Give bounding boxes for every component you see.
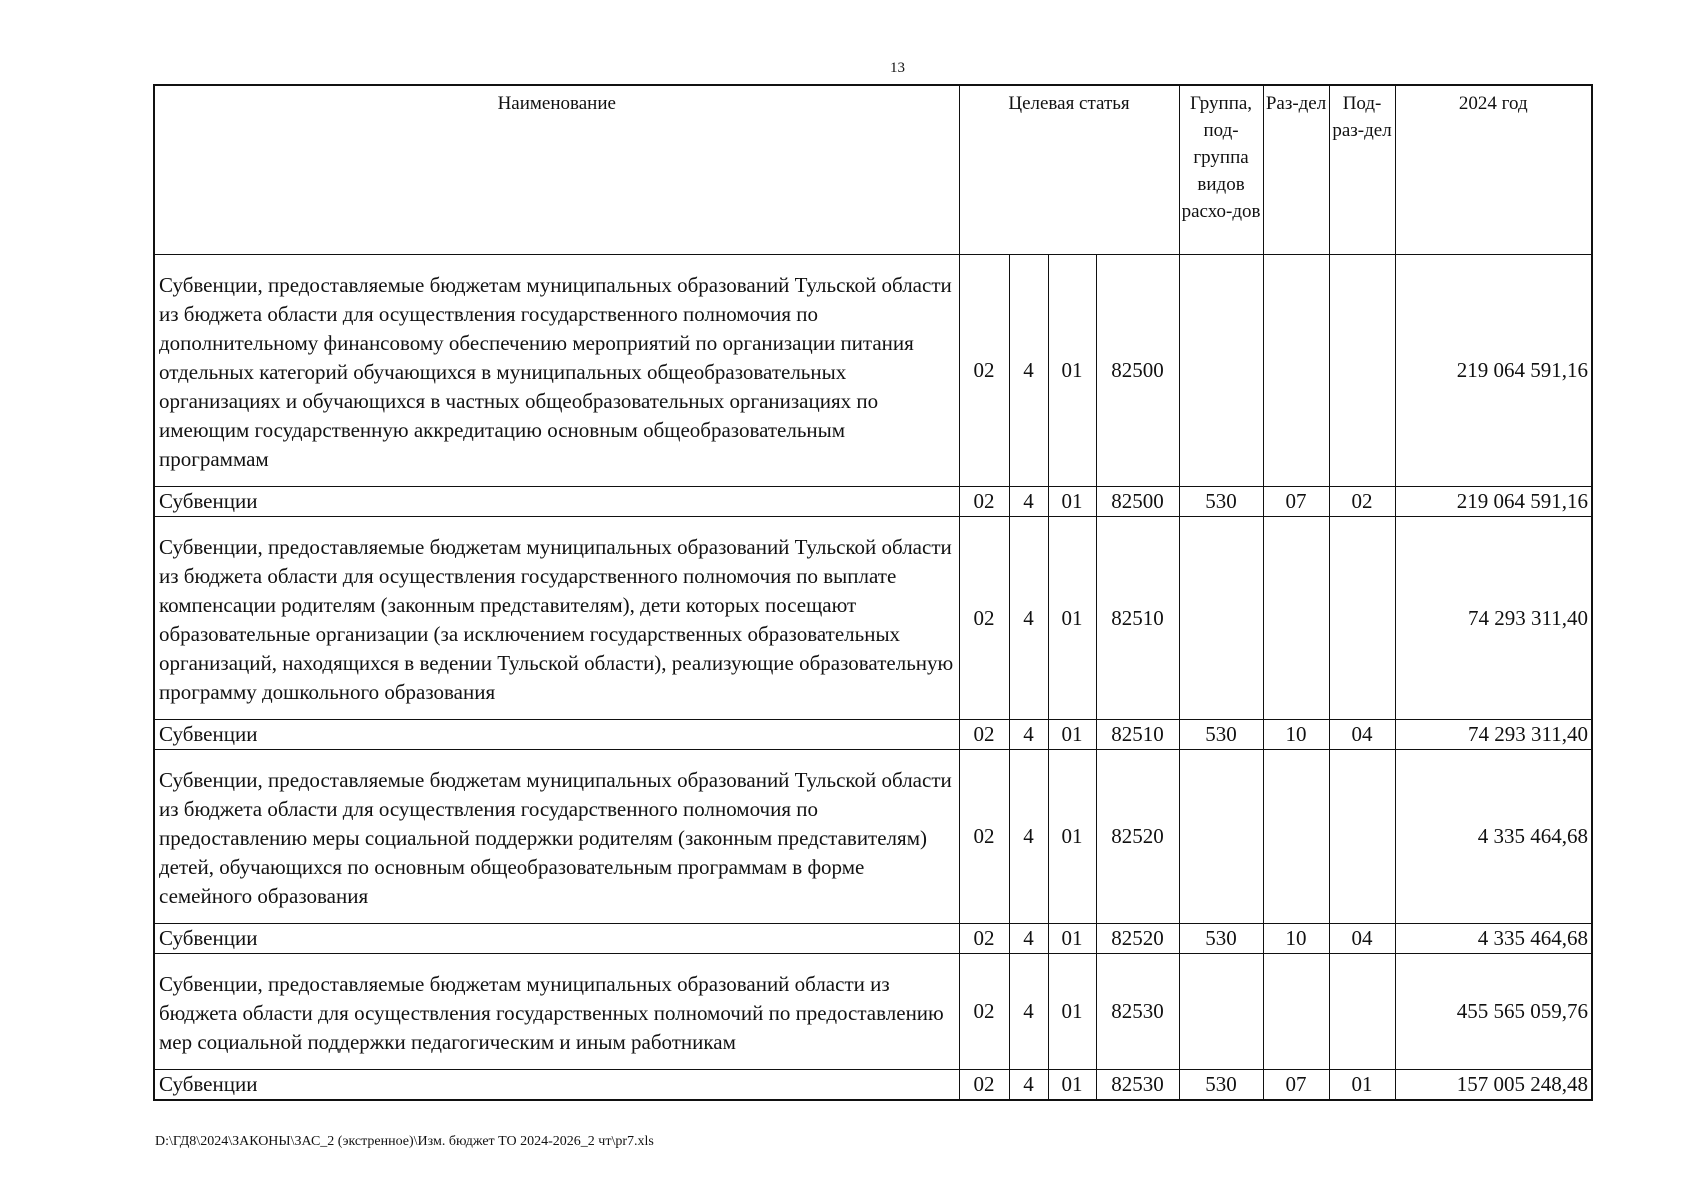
table-row (154, 487, 1592, 517)
row-name: Субвенции, предоставляемые бюджетам муниципальных образований Тульской области из бюджета области для осуществления государственного полномочия по выплате компенсации родителям (законным представителям), дети которых посещают образовательные организации (за исключением государственных образовательных организаций, находящихся в ведении Тульской области), реализующие образовательную программу дошкольного образования (154, 517, 959, 720)
row-expense-group: 530 (1179, 1070, 1263, 1101)
table-row (154, 1070, 1592, 1101)
row-name: Субвенции, предоставляемые бюджетам муниципальных образований области из бюджета области для осуществления государственных полномочий по предоставлению мер социальной поддержки педагогическим и иным работникам (154, 954, 959, 1070)
row-expense-group (1179, 750, 1263, 924)
row-subsection (1329, 750, 1395, 924)
row-expense-group: 530 (1179, 487, 1263, 517)
row-subsection: 04 (1329, 924, 1395, 954)
row-amount: 74 293 311,40 (1395, 517, 1592, 720)
row-code-direction: 82510 (1096, 720, 1179, 750)
row-code-direction: 82530 (1096, 1070, 1179, 1101)
row-code-direction: 82510 (1096, 517, 1179, 720)
row-amount: 455 565 059,76 (1395, 954, 1592, 1070)
row-amount: 219 064 591,16 (1395, 255, 1592, 487)
file-path-footer: D:\ГД8\2024\ЗАКОНЫ\ЗАС_2 (экстренное)\Изм. бюджет ТО 2024-2026_2 чт\pr7.xls (155, 1134, 654, 1149)
row-section (1263, 255, 1329, 487)
row-code-type: 4 (1009, 517, 1048, 720)
row-expense-group: 530 (1179, 720, 1263, 750)
header-target-article: Целевая статья (959, 85, 1179, 255)
table-row (154, 720, 1592, 750)
row-code-type: 4 (1009, 1070, 1048, 1101)
row-name: Субвенции, предоставляемые бюджетам муниципальных образований Тульской области из бюджета области для осуществления государственного полномочия по предоставлению меры социальной поддержки родителям (законным представителям) детей, обучающихся по основным общеобразовательным программам в форме семейного образования (154, 750, 959, 924)
header-year: 2024 год (1395, 85, 1592, 255)
table-header-row (154, 85, 1592, 255)
row-code-complex: 01 (1048, 720, 1096, 750)
row-amount: 74 293 311,40 (1395, 720, 1592, 750)
table-row (154, 924, 1592, 954)
row-expense-group (1179, 517, 1263, 720)
row-code-complex: 01 (1048, 954, 1096, 1070)
row-section: 10 (1263, 924, 1329, 954)
row-subsection: 01 (1329, 1070, 1395, 1101)
row-code-complex: 01 (1048, 924, 1096, 954)
row-section: 07 (1263, 487, 1329, 517)
row-code-type: 4 (1009, 255, 1048, 487)
table-row (154, 954, 1592, 1070)
row-section: 10 (1263, 720, 1329, 750)
row-name: Субвенции (154, 487, 959, 517)
row-subsection (1329, 255, 1395, 487)
row-name: Субвенции, предоставляемые бюджетам муниципальных образований Тульской области из бюджета области для осуществления государственного полномочия по дополнительному финансовому обеспечению мероприятий по организации питания отдельных категорий обучающихся в муниципальных общеобразовательных организациях и обучающихся в частных общеобразовательных организациях по имеющим государственную аккредитацию основным общеобразовательным программам (154, 255, 959, 487)
row-code-type: 4 (1009, 720, 1048, 750)
header-expense-group: Группа, под-группа видов расхо-дов (1179, 85, 1263, 255)
row-code-type: 4 (1009, 954, 1048, 1070)
row-code-program: 02 (959, 255, 1009, 487)
row-name: Субвенции (154, 1070, 959, 1101)
row-section (1263, 517, 1329, 720)
row-code-program: 02 (959, 1070, 1009, 1101)
row-subsection (1329, 954, 1395, 1070)
budget-table (153, 84, 1593, 1101)
table-row (154, 255, 1592, 487)
row-section: 07 (1263, 1070, 1329, 1101)
row-amount: 219 064 591,16 (1395, 487, 1592, 517)
row-code-program: 02 (959, 924, 1009, 954)
row-section (1263, 954, 1329, 1070)
row-expense-group (1179, 255, 1263, 487)
row-code-complex: 01 (1048, 517, 1096, 720)
row-code-program: 02 (959, 750, 1009, 924)
row-subsection (1329, 517, 1395, 720)
row-code-direction: 82520 (1096, 924, 1179, 954)
header-name: Наименование (154, 85, 959, 255)
row-code-complex: 01 (1048, 1070, 1096, 1101)
row-code-type: 4 (1009, 750, 1048, 924)
row-code-direction: 82530 (1096, 954, 1179, 1070)
row-code-program: 02 (959, 517, 1009, 720)
row-code-direction: 82500 (1096, 487, 1179, 517)
row-code-program: 02 (959, 954, 1009, 1070)
row-expense-group (1179, 954, 1263, 1070)
row-amount: 4 335 464,68 (1395, 924, 1592, 954)
row-amount: 4 335 464,68 (1395, 750, 1592, 924)
table-row (154, 750, 1592, 924)
row-code-type: 4 (1009, 487, 1048, 517)
row-code-program: 02 (959, 720, 1009, 750)
row-code-type: 4 (1009, 924, 1048, 954)
row-name: Субвенции (154, 720, 959, 750)
header-section: Раз-дел (1263, 85, 1329, 255)
row-code-direction: 82500 (1096, 255, 1179, 487)
row-code-complex: 01 (1048, 750, 1096, 924)
row-expense-group: 530 (1179, 924, 1263, 954)
row-name: Субвенции (154, 924, 959, 954)
row-code-program: 02 (959, 487, 1009, 517)
page-number: 13 (890, 60, 905, 76)
row-code-direction: 82520 (1096, 750, 1179, 924)
row-subsection: 04 (1329, 720, 1395, 750)
row-code-complex: 01 (1048, 487, 1096, 517)
row-code-complex: 01 (1048, 255, 1096, 487)
row-amount: 157 005 248,48 (1395, 1070, 1592, 1101)
header-subsection: Под-раз-дел (1329, 85, 1395, 255)
row-section (1263, 750, 1329, 924)
row-subsection: 02 (1329, 487, 1395, 517)
table-row (154, 517, 1592, 720)
